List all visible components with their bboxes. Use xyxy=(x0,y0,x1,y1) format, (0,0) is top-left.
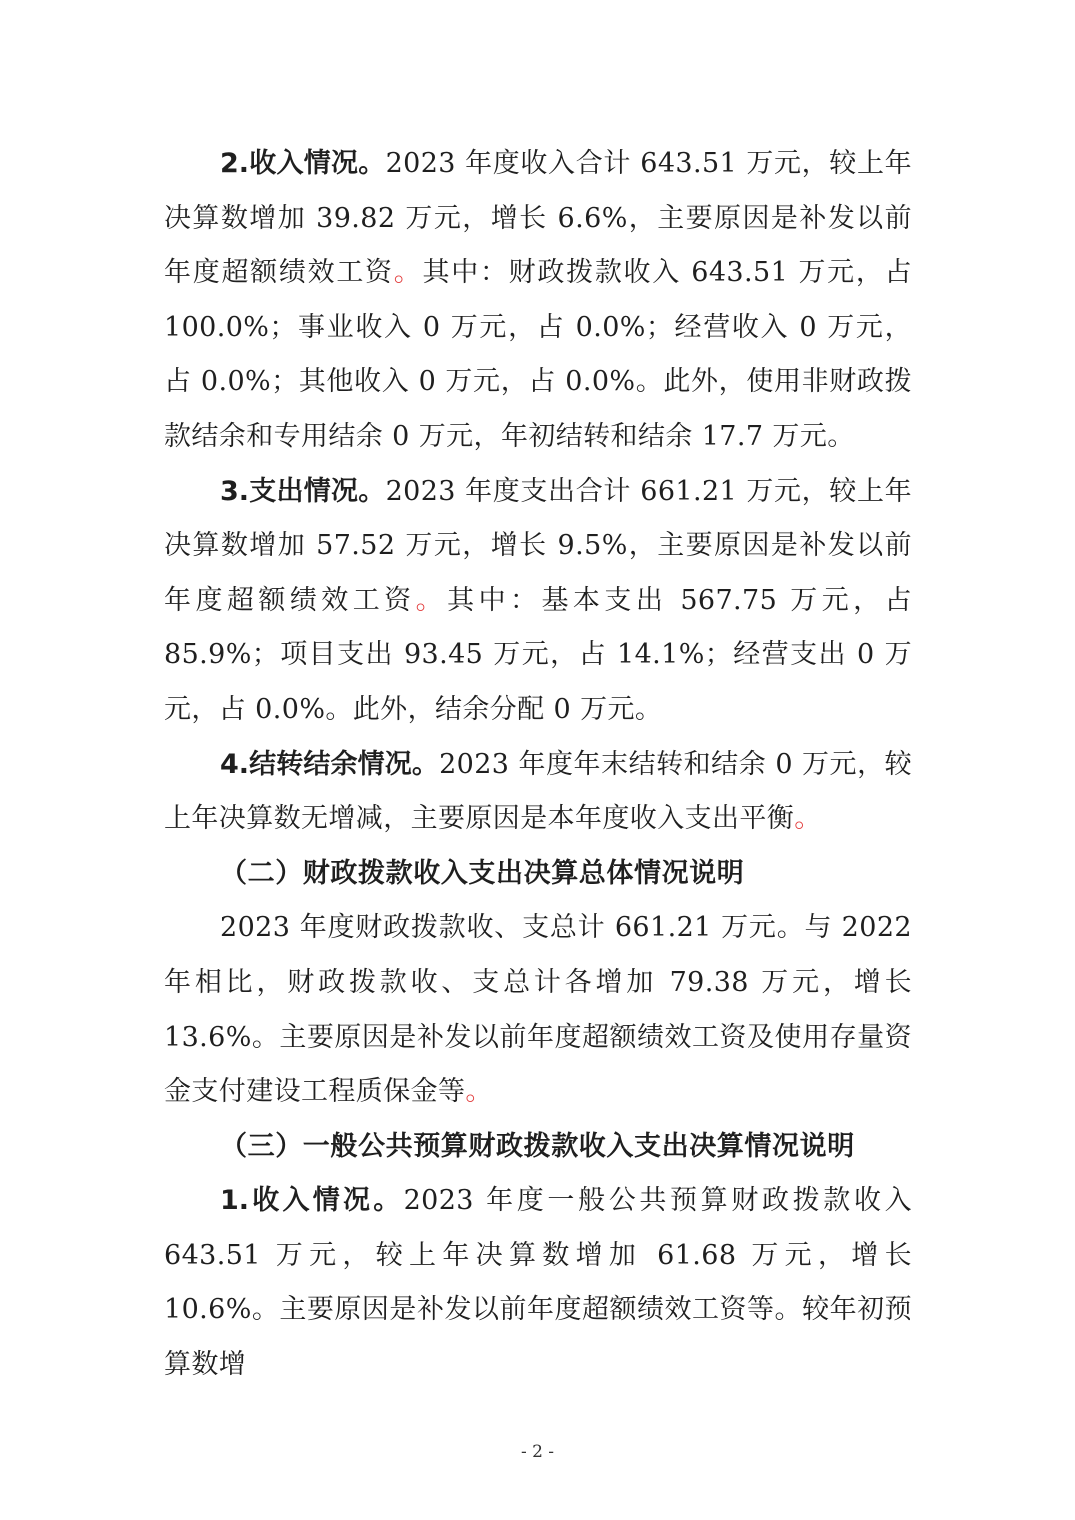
paragraph-general-budget-income xyxy=(164,1174,912,1392)
paragraph-income xyxy=(164,137,912,465)
paragraph-general-budget-income-text: 2023 年度一般公共预算财政拨款收入 643.51 万元，较上年决算数增加 61.68 万元，增长 10.6%。主要原因是补发以前年度超额绩效工资等。较年初预算数增 xyxy=(164,1185,912,1381)
paragraph-income-text: 2023 年度收入合计 643.51 万元，较上年决算数增加 39.82 万元，增长 6.6%，主要原因是补发以前年度超额绩效工资 xyxy=(164,148,913,289)
paragraph-income-lead: 2.收入情况。 xyxy=(220,148,386,179)
paragraph-income-rest: 其中：财政拨款收入 643.51 万元，占 100.0%；事业收入 0 万元，占 0.0%；经营收入 0 万元，占 0.0%；其他收入 0 万元，占 0.0%。此外，使用非财政拨款结余和专用结余 0 万元，年初结转和结余 17.7 万元。 xyxy=(164,257,913,452)
paragraph-expenditure-mark: 。 xyxy=(415,584,448,616)
paragraph-expenditure xyxy=(164,465,912,738)
paragraph-carryover xyxy=(164,738,912,847)
paragraph-carryover-mark: 。 xyxy=(794,803,822,835)
paragraph-general-budget-income-lead: 1.收入情况。 xyxy=(220,1185,404,1217)
section-heading-general-budget: （三）一般公共预算财政拨款收入支出决算情况说明 xyxy=(220,1130,855,1162)
paragraph-fiscal-overall xyxy=(164,901,912,1119)
paragraph-fiscal-overall-text: 2023 年度财政拨款收、支总计 661.21 万元。与 2022 年相比，财政拨款收、支总计各增加 79.38 万元，增长 13.6%。主要原因是补发以前年度超额绩效工资及使用存量资金支付建设工程质保金等 xyxy=(164,912,912,1108)
section-heading-fiscal-overall: （二）财政拨款收入支出决算总体情况说明 xyxy=(220,857,745,889)
paragraph-expenditure-text: 2023 年度支出合计 661.21 万元，较上年决算数增加 57.52 万元，增长 9.5%，主要原因是补发以前年度超额绩效工资 xyxy=(164,475,913,616)
document-body xyxy=(164,137,912,1393)
paragraph-carryover-lead: 4.结转结余情况。 xyxy=(220,748,440,780)
paragraph-expenditure-rest: 其中：基本支出 567.75 万元，占 85.9%；项目支出 93.45 万元，占 14.1%；经营支出 0 万元，占 0.0%。此外，结余分配 0 万元。 xyxy=(164,584,912,725)
paragraph-expenditure-lead: 3.支出情况。 xyxy=(220,475,386,507)
paragraph-fiscal-overall-mark: 。 xyxy=(465,1076,493,1108)
paragraph-carryover-text: 2023 年度年末结转和结余 0 万元，较上年决算数无增减，主要原因是本年度收入支出平衡 xyxy=(164,748,912,835)
page-number: - 2 - xyxy=(520,1442,555,1462)
paragraph-income-mark: 。 xyxy=(393,257,423,289)
